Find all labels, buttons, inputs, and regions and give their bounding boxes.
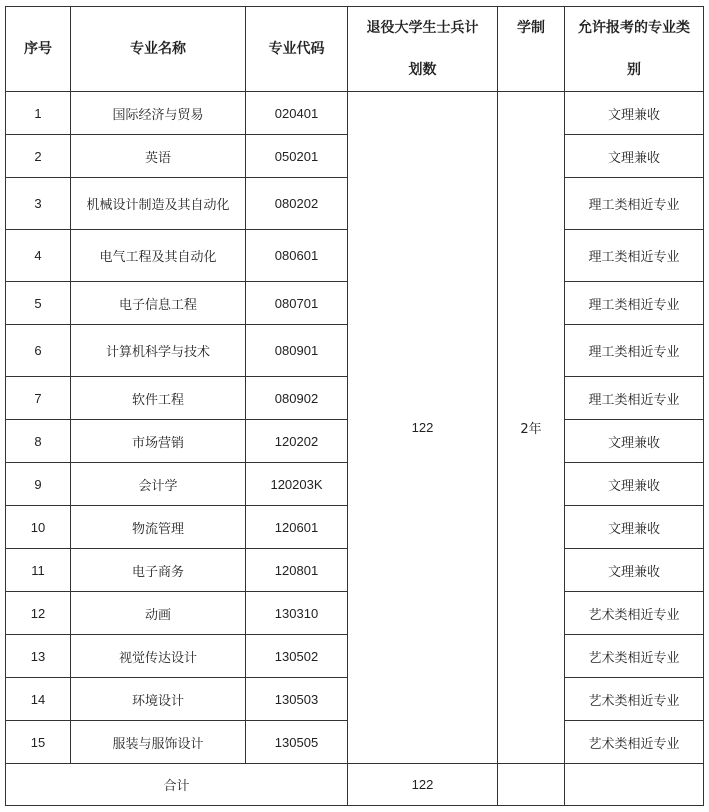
row-major-name: 电子商务 <box>71 549 246 592</box>
row-major-code: 120202 <box>246 420 348 463</box>
row-category: 理工类相近专业 <box>565 178 704 230</box>
header-no: 序号 <box>6 7 71 92</box>
row-category: 文理兼收 <box>565 420 704 463</box>
row-category: 艺术类相近专业 <box>565 635 704 678</box>
row-no: 1 <box>6 92 71 135</box>
row-major-name: 英语 <box>71 135 246 178</box>
row-category: 理工类相近专业 <box>565 377 704 420</box>
row-major-name: 视觉传达设计 <box>71 635 246 678</box>
row-no: 12 <box>6 592 71 635</box>
row-major-code: 120601 <box>246 506 348 549</box>
row-no: 11 <box>6 549 71 592</box>
row-major-name: 国际经济与贸易 <box>71 92 246 135</box>
row-no: 8 <box>6 420 71 463</box>
row-major-name: 环境设计 <box>71 678 246 721</box>
row-category: 理工类相近专业 <box>565 230 704 282</box>
row-category: 文理兼收 <box>565 92 704 135</box>
row-major-name: 物流管理 <box>71 506 246 549</box>
row-no: 10 <box>6 506 71 549</box>
row-major-code: 130502 <box>246 635 348 678</box>
row-no: 5 <box>6 282 71 325</box>
row-major-name: 机械设计制造及其自动化 <box>71 178 246 230</box>
row-category: 文理兼收 <box>565 135 704 178</box>
row-category: 文理兼收 <box>565 506 704 549</box>
table-row <box>6 92 704 135</box>
row-no: 2 <box>6 135 71 178</box>
row-no: 6 <box>6 325 71 377</box>
row-category: 理工类相近专业 <box>565 282 704 325</box>
row-no: 4 <box>6 230 71 282</box>
row-major-code: 120203K <box>246 463 348 506</box>
total-label: 合计 <box>6 764 348 806</box>
row-no: 13 <box>6 635 71 678</box>
total-duration-empty <box>498 764 565 806</box>
header-major-name: 专业名称 <box>71 7 246 92</box>
row-major-name: 电气工程及其自动化 <box>71 230 246 282</box>
row-major-code: 080901 <box>246 325 348 377</box>
row-major-code: 130503 <box>246 678 348 721</box>
row-major-name: 服装与服饰设计 <box>71 721 246 764</box>
row-no: 15 <box>6 721 71 764</box>
row-no: 9 <box>6 463 71 506</box>
row-category: 文理兼收 <box>565 463 704 506</box>
row-major-code: 080202 <box>246 178 348 230</box>
header-plan: 退役大学生士兵计划数 <box>348 7 498 92</box>
row-major-code: 130505 <box>246 721 348 764</box>
row-major-code: 020401 <box>246 92 348 135</box>
enrollment-plan-table <box>5 6 704 806</box>
row-major-code: 130310 <box>246 592 348 635</box>
row-category: 文理兼收 <box>565 549 704 592</box>
row-major-name: 市场营销 <box>71 420 246 463</box>
header-duration: 学制 <box>498 7 565 92</box>
row-major-name: 会计学 <box>71 463 246 506</box>
row-major-code: 080902 <box>246 377 348 420</box>
row-major-code: 080601 <box>246 230 348 282</box>
row-category: 艺术类相近专业 <box>565 678 704 721</box>
plan-count-merged: 122 <box>348 92 498 764</box>
total-row <box>6 764 704 806</box>
header-category: 允许报考的专业类别 <box>565 7 704 92</box>
row-category: 理工类相近专业 <box>565 325 704 377</box>
row-major-code: 050201 <box>246 135 348 178</box>
row-major-code: 120801 <box>246 549 348 592</box>
row-major-name: 动画 <box>71 592 246 635</box>
row-category: 艺术类相近专业 <box>565 721 704 764</box>
total-category-empty <box>565 764 704 806</box>
header-major-code: 专业代码 <box>246 7 348 92</box>
duration-merged: 2年 <box>498 92 565 764</box>
row-major-code: 080701 <box>246 282 348 325</box>
total-plan: 122 <box>348 764 498 806</box>
row-major-name: 计算机科学与技术 <box>71 325 246 377</box>
row-no: 7 <box>6 377 71 420</box>
row-category: 艺术类相近专业 <box>565 592 704 635</box>
header-row <box>6 7 704 92</box>
row-no: 14 <box>6 678 71 721</box>
row-major-name: 软件工程 <box>71 377 246 420</box>
row-no: 3 <box>6 178 71 230</box>
row-major-name: 电子信息工程 <box>71 282 246 325</box>
